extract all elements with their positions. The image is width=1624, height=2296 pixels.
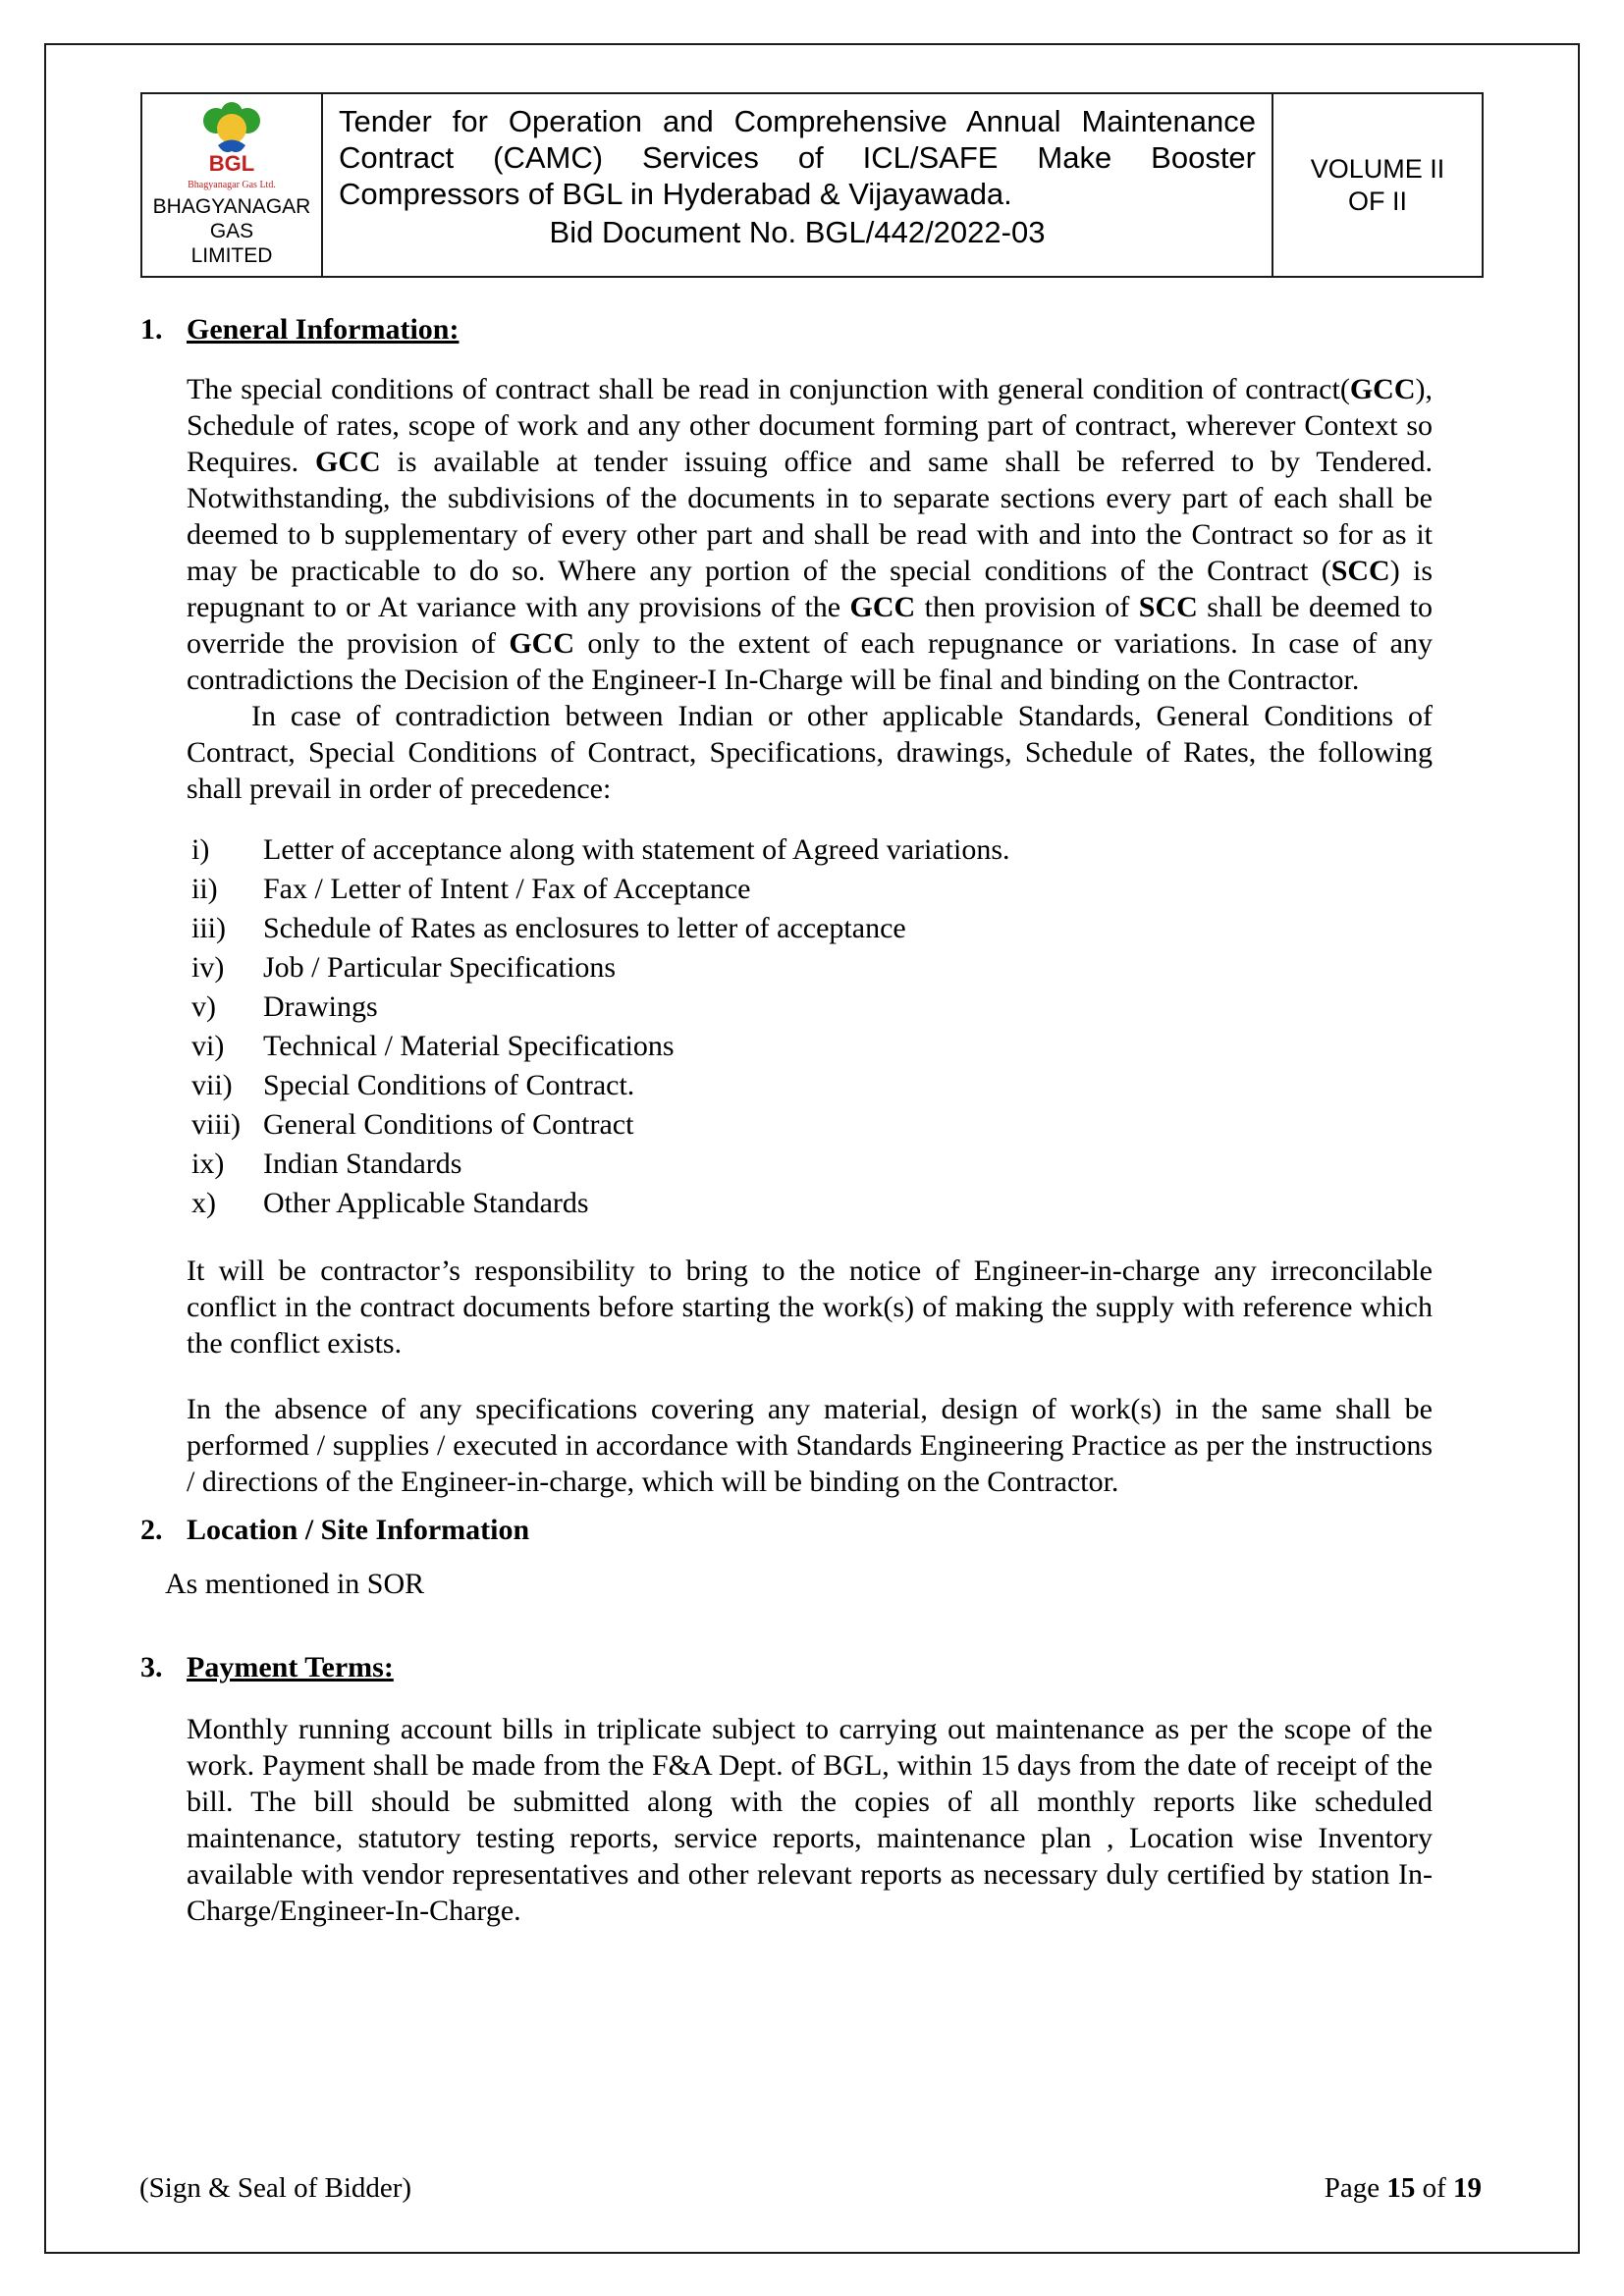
list-item — [191, 1105, 1484, 1145]
volume-cell — [1273, 94, 1482, 276]
volume-line1: VOLUME II — [1310, 153, 1445, 184]
paragraph-sor: As mentioned in SOR — [165, 1568, 425, 1600]
header-table — [140, 92, 1484, 278]
list-item-label: iv) — [191, 951, 225, 984]
list-item-label: viii) — [191, 1108, 241, 1141]
header-logo-cell — [142, 94, 321, 276]
section-2-heading — [140, 1512, 1484, 1548]
list-item — [191, 909, 1484, 948]
list-item — [191, 1027, 1484, 1066]
list-item-label: vi) — [191, 1030, 225, 1062]
list-item-text: Schedule of Rates as enclosures to letter of acceptance — [263, 912, 906, 944]
bgl-logo-icon — [181, 102, 283, 194]
tender-title: Tender for Operation and Comprehensive Annual Maintenance Contract (CAMC) Services of ICL/SAFE Make Booster Compressors of BGL in Hyderabad & Vijayawada. — [339, 104, 1256, 211]
list-item-label: i) — [191, 833, 210, 866]
volume-line2: OF II — [1348, 186, 1407, 216]
list-item-text: Special Conditions of Contract. — [263, 1069, 635, 1101]
sign-seal-label: (Sign & Seal of Bidder) — [139, 2172, 412, 2204]
section-1-title: General Information: — [187, 313, 460, 346]
section-3-title: Payment Terms: — [187, 1651, 394, 1683]
list-item-text: Other Applicable Standards — [263, 1187, 589, 1219]
page-content — [46, 45, 1578, 2252]
list-item-label: v) — [191, 990, 216, 1023]
list-item — [191, 1145, 1484, 1184]
list-item — [191, 830, 1484, 870]
list-item-label: ix) — [191, 1148, 225, 1180]
paragraph-payment-terms: Monthly running account bills in triplicate subject to carrying out maintenance as per the scope of the work. Payment shall be made from the F&A Dept. of BGL, within 15 days from the date of receipt of the bill. The bill should be submitted along with the copies of all monthly reports like scheduled maintenance, statutory testing reports, service reports, maintenance plan , Location wise Inventory available with vendor representatives and other relevant reports as necessary duly certified by station In-Charge/Engineer-In-Charge. — [187, 1713, 1433, 1927]
list-item-label: iii) — [191, 912, 226, 944]
logo-acronym: BGL — [208, 151, 255, 176]
list-item-label: ii) — [191, 873, 218, 905]
section-2-number: 2. — [140, 1514, 163, 1546]
list-item-text: General Conditions of Contract — [263, 1108, 634, 1141]
section-1-number: 1. — [140, 313, 163, 346]
page-footer — [139, 2171, 1482, 2205]
paragraph-general-conditions: The special conditions of contract shall be read in conjunction with general condition of contract(GCC), Schedule of rates, scope of work and any other document forming part of contract, wherever Context so Requires. GCC is available at tender issuing office and same shall be referred to by Tendered. Notwithstanding, the subdivisions of the documents in to separate sections every part of each shall be deemed to b supplementary of every other part and shall be read with and into the Contract so for as it may be practicable to do so. Where any portion of the special conditions of the Contract (SCC) is repugnant to or At variance with any provisions of the GCC then provision of SCC shall be deemed to override the provision of GCC only to the extent of each repugnance or variations. In case of any contradictions the Decision of the Engineer-I In-Charge will be final and binding on the Contractor. — [187, 373, 1434, 696]
paragraph-absence-specifications: In the absence of any specifications covering any material, design of work(s) in the same shall be performed / supplies / executed in accordance with Standards Engineering Practice as per the instructions / directions of the Engineer-in-charge, which will be binding on the Contractor. — [187, 1393, 1433, 1498]
paragraph-precedence-intro: In case of contradiction between Indian or other applicable Standards, General Conditions of Contract, Special Conditions of Contract, Specifications, drawings, Schedule of Rates, the following shall prevail in order of precedence: — [187, 700, 1433, 805]
list-item-label: vii) — [191, 1069, 233, 1101]
list-item — [191, 988, 1484, 1027]
paragraph-conflict-responsibility: It will be contractor’s responsibility to bring to the notice of Engineer-in-charge any irreconcilable conflict in the contract documents before starting the work(s) of making the supply with reference which the conflict exists. — [187, 1255, 1433, 1360]
section-3-number: 3. — [140, 1651, 163, 1683]
logo-company-name: Bhagyanagar Gas Ltd. — [188, 180, 276, 190]
list-item-label: x) — [191, 1187, 216, 1219]
list-item-text: Letter of acceptance along with statement of Agreed variations. — [263, 833, 1010, 866]
list-item-text: Fax / Letter of Intent / Fax of Acceptance — [263, 873, 751, 905]
precedence-list — [191, 830, 1484, 1223]
section-1-heading — [140, 311, 1484, 347]
section-2-title: Location / Site Information — [187, 1514, 530, 1546]
bid-document-number: Bid Document No. BGL/442/2022-03 — [549, 215, 1046, 249]
org-name-line2: LIMITED — [190, 244, 273, 267]
list-item-text: Drawings — [263, 990, 378, 1023]
document-body — [140, 311, 1484, 1929]
list-item — [191, 870, 1484, 909]
list-item-text: Job / Particular Specifications — [263, 951, 617, 984]
list-item — [191, 1184, 1484, 1223]
org-name-line1: BHAGYANAGAR GAS — [152, 195, 311, 242]
list-item-text: Technical / Material Specifications — [263, 1030, 675, 1062]
header-title-cell — [321, 94, 1273, 276]
section-3-heading — [140, 1649, 1484, 1685]
list-item — [191, 1066, 1484, 1105]
page-number: Page 15 of 19 — [1324, 2172, 1482, 2204]
list-item — [191, 948, 1484, 988]
list-item-text: Indian Standards — [263, 1148, 462, 1180]
